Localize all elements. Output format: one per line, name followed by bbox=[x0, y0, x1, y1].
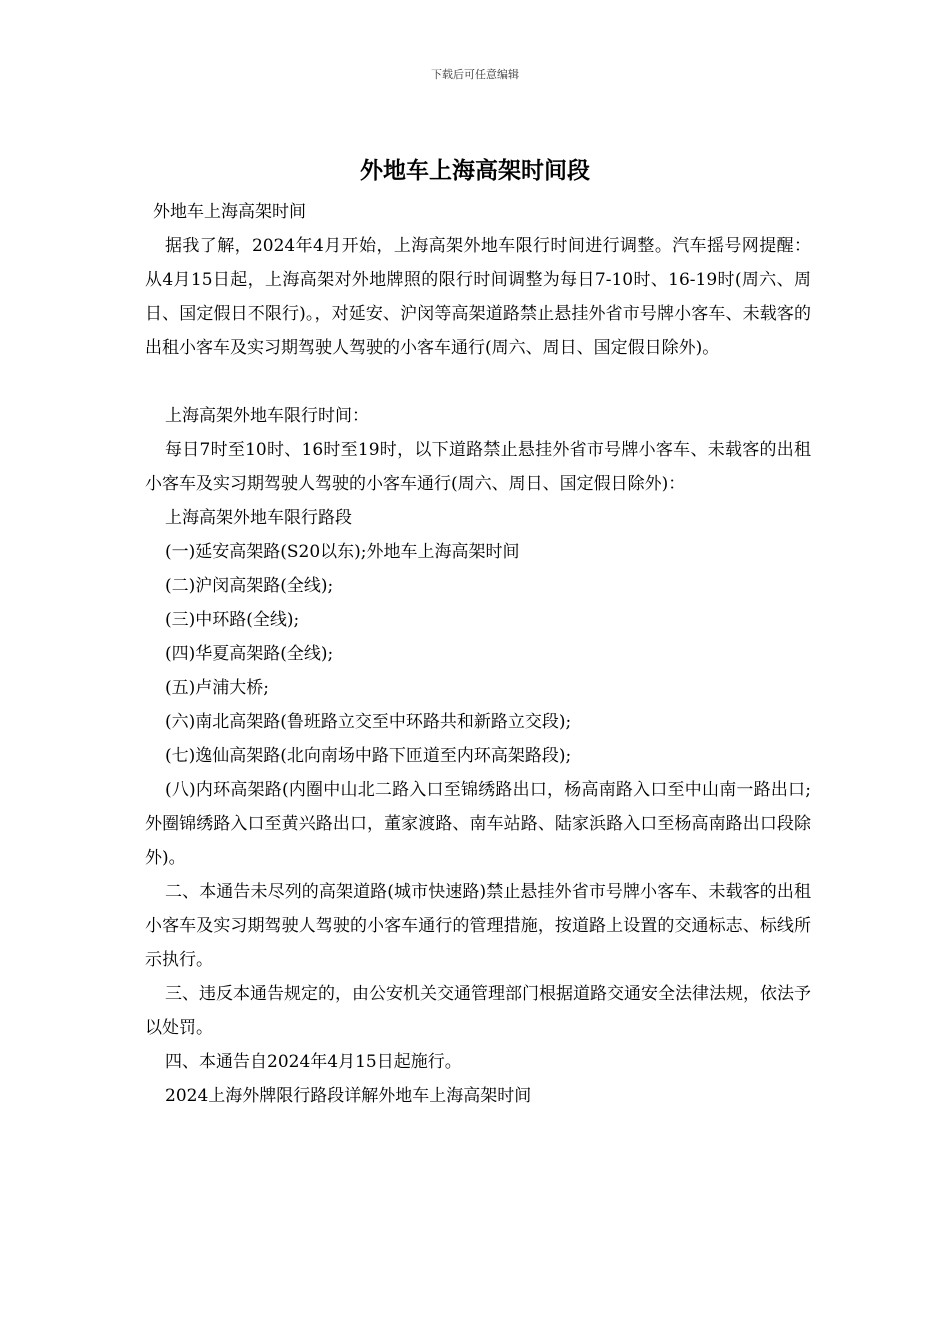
blank-line bbox=[145, 365, 811, 399]
document-title: 外地车上海高架时间段 bbox=[360, 157, 590, 184]
intro-paragraph: 据我了解，2024年4月开始，上海高架外地车限行时间进行调整。汽车摇号网提醒：从4月15日起，上海高架对外地牌照的限行时间调整为每日7-10时、16-19时(周六、周日、国定假日不限行)。，对延安、沪闵等高架道路禁止悬挂外省市号牌小客车、未载客的出租小客车及实习期驾驶人驾驶的小客车通行(周六、周日、国定假日除外)。 bbox=[145, 236, 811, 358]
footer-line: 2024上海外牌限行路段详解外地车上海高架时间 bbox=[165, 1086, 532, 1106]
road-item: (七)逸仙高架路(北向南场中路下匝道至内环高架路段); bbox=[165, 746, 572, 766]
header-note: 下载后可任意编辑 bbox=[431, 68, 519, 81]
road-item: (一)延安高架路(S20以东);外地车上海高架时间 bbox=[165, 542, 520, 562]
road-item: (八)内环高架路(内圈中山北二路入口至锦绣路出口，杨高南路入口至中山南一路出口;外圈锦绣路入口至黄兴路出口，董家渡路、南车站路、陆家浜路入口至杨高南路出口段除外)。 bbox=[145, 780, 811, 868]
clause-3: 三、违反本通告规定的，由公安机关交通管理部门根据道路交通安全法律法规，依法予以处罚。 bbox=[145, 984, 811, 1038]
road-item: (二)沪闵高架路(全线); bbox=[165, 576, 334, 596]
limit-time-heading: 上海高架外地车限行时间： bbox=[165, 406, 369, 426]
document-body bbox=[145, 195, 811, 1113]
roads-heading: 上海高架外地车限行路段 bbox=[165, 508, 352, 528]
road-item: (六)南北高架路(鲁班路立交至中环路共和新路立交段); bbox=[165, 712, 572, 732]
limit-time-body: 每日7时至10时、16时至19时，以下道路禁止悬挂外省市号牌小客车、未载客的出租小客车及实习期驾驶人驾驶的小客车通行(周六、周日、国定假日除外)： bbox=[145, 440, 811, 494]
clause-2: 二、本通告未尽列的高架道路(城市快速路)禁止悬挂外省市号牌小客车、未载客的出租小客车及实习期驾驶人驾驶的小客车通行的管理措施，按道路上设置的交通标志、标线所示执行。 bbox=[145, 882, 811, 970]
road-item: (三)中环路(全线); bbox=[165, 610, 300, 630]
subtitle: 外地车上海高架时间 bbox=[153, 202, 306, 222]
road-item: (五)卢浦大桥; bbox=[165, 678, 269, 698]
clause-4: 四、本通告自2024年4月15日起施行。 bbox=[165, 1052, 462, 1072]
road-item: (四)华夏高架路(全线); bbox=[165, 644, 334, 664]
